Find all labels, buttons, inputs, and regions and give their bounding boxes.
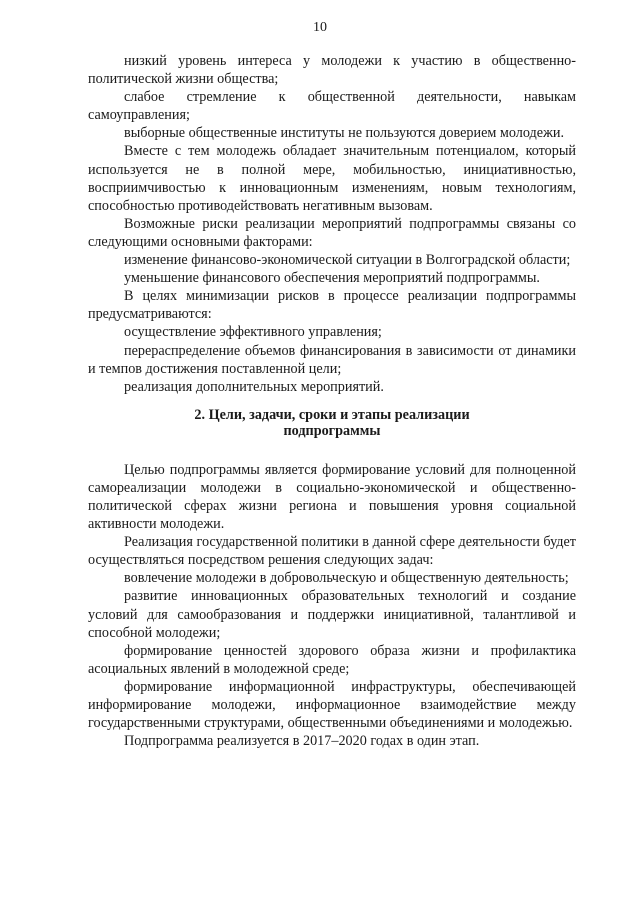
section-heading-line-1: 2. Цели, задачи, сроки и этапы реализации xyxy=(194,406,470,423)
paragraph: осуществление эффективного управления; xyxy=(124,324,382,341)
paragraph: слабое стремление к общественной деятельности, навыкам самоуправления; xyxy=(88,89,576,124)
section-heading xyxy=(88,407,576,439)
paragraph: Подпрограмма реализуется в 2017–2020 годах в один этап. xyxy=(124,733,480,750)
risk-factors-section xyxy=(88,52,576,396)
paragraph: В целях минимизации рисков в процессе реализации подпрограммы предусматриваются: xyxy=(88,288,576,323)
paragraph: реализация дополнительных мероприятий. xyxy=(124,378,384,395)
goals-section xyxy=(88,461,576,751)
paragraph: уменьшение финансового обеспечения мероприятий подпрограммы. xyxy=(124,270,540,287)
document-body xyxy=(88,52,576,750)
paragraph: формирование ценностей здорового образа жизни и профилактика асоциальных явлений в молодежной среде; xyxy=(88,642,576,677)
paragraph: изменение финансово-экономической ситуации в Волгоградской области; xyxy=(124,252,571,269)
paragraph: низкий уровень интереса у молодежи к участию в общественно-политической жизни общества; xyxy=(88,53,576,88)
paragraph: выборные общественные институты не пользуются доверием молодежи. xyxy=(124,125,565,142)
paragraph: Возможные риски реализации мероприятий подпрограммы связаны со следующими основными факторами: xyxy=(88,215,576,250)
page-number: 10 xyxy=(313,20,327,35)
paragraph: перераспределение объемов финансирования в зависимости от динамики и темпов достижения поставленной цели; xyxy=(88,342,576,377)
paragraph: формирование информационной инфраструктуры, обеспечивающей информирование молодежи, информационное взаимодействие между государственными структурами, общественными объединениями и молодежью. xyxy=(88,678,576,732)
paragraph: Реализация государственной политики в данной сфере деятельности будет осуществляться посредством решения следующих задач: xyxy=(88,534,576,569)
section-heading-line-2: подпрограммы xyxy=(283,422,381,439)
paragraph: развитие инновационных образовательных технологий и создание условий для самообразования и поддержки инициативной, талантливой и способной молодежи; xyxy=(88,588,576,641)
paragraph: вовлечение молодежи в добровольческую и общественную деятельность; xyxy=(124,570,569,587)
paragraph: Целью подпрограммы является формирование условий для полноценной самореализации молодежи в социально-экономической и общественно-политической сферах жизни региона и повышения уровня социальной активности молодежи. xyxy=(88,461,576,533)
paragraph: Вместе с тем молодежь обладает значительным потенциалом, который используется не в полной мере, мобильностью, инициативностью, восприимчивостью к инновационным изменениям, новым технологиям, способностью противодействовать негативным вызовам. xyxy=(88,143,576,214)
